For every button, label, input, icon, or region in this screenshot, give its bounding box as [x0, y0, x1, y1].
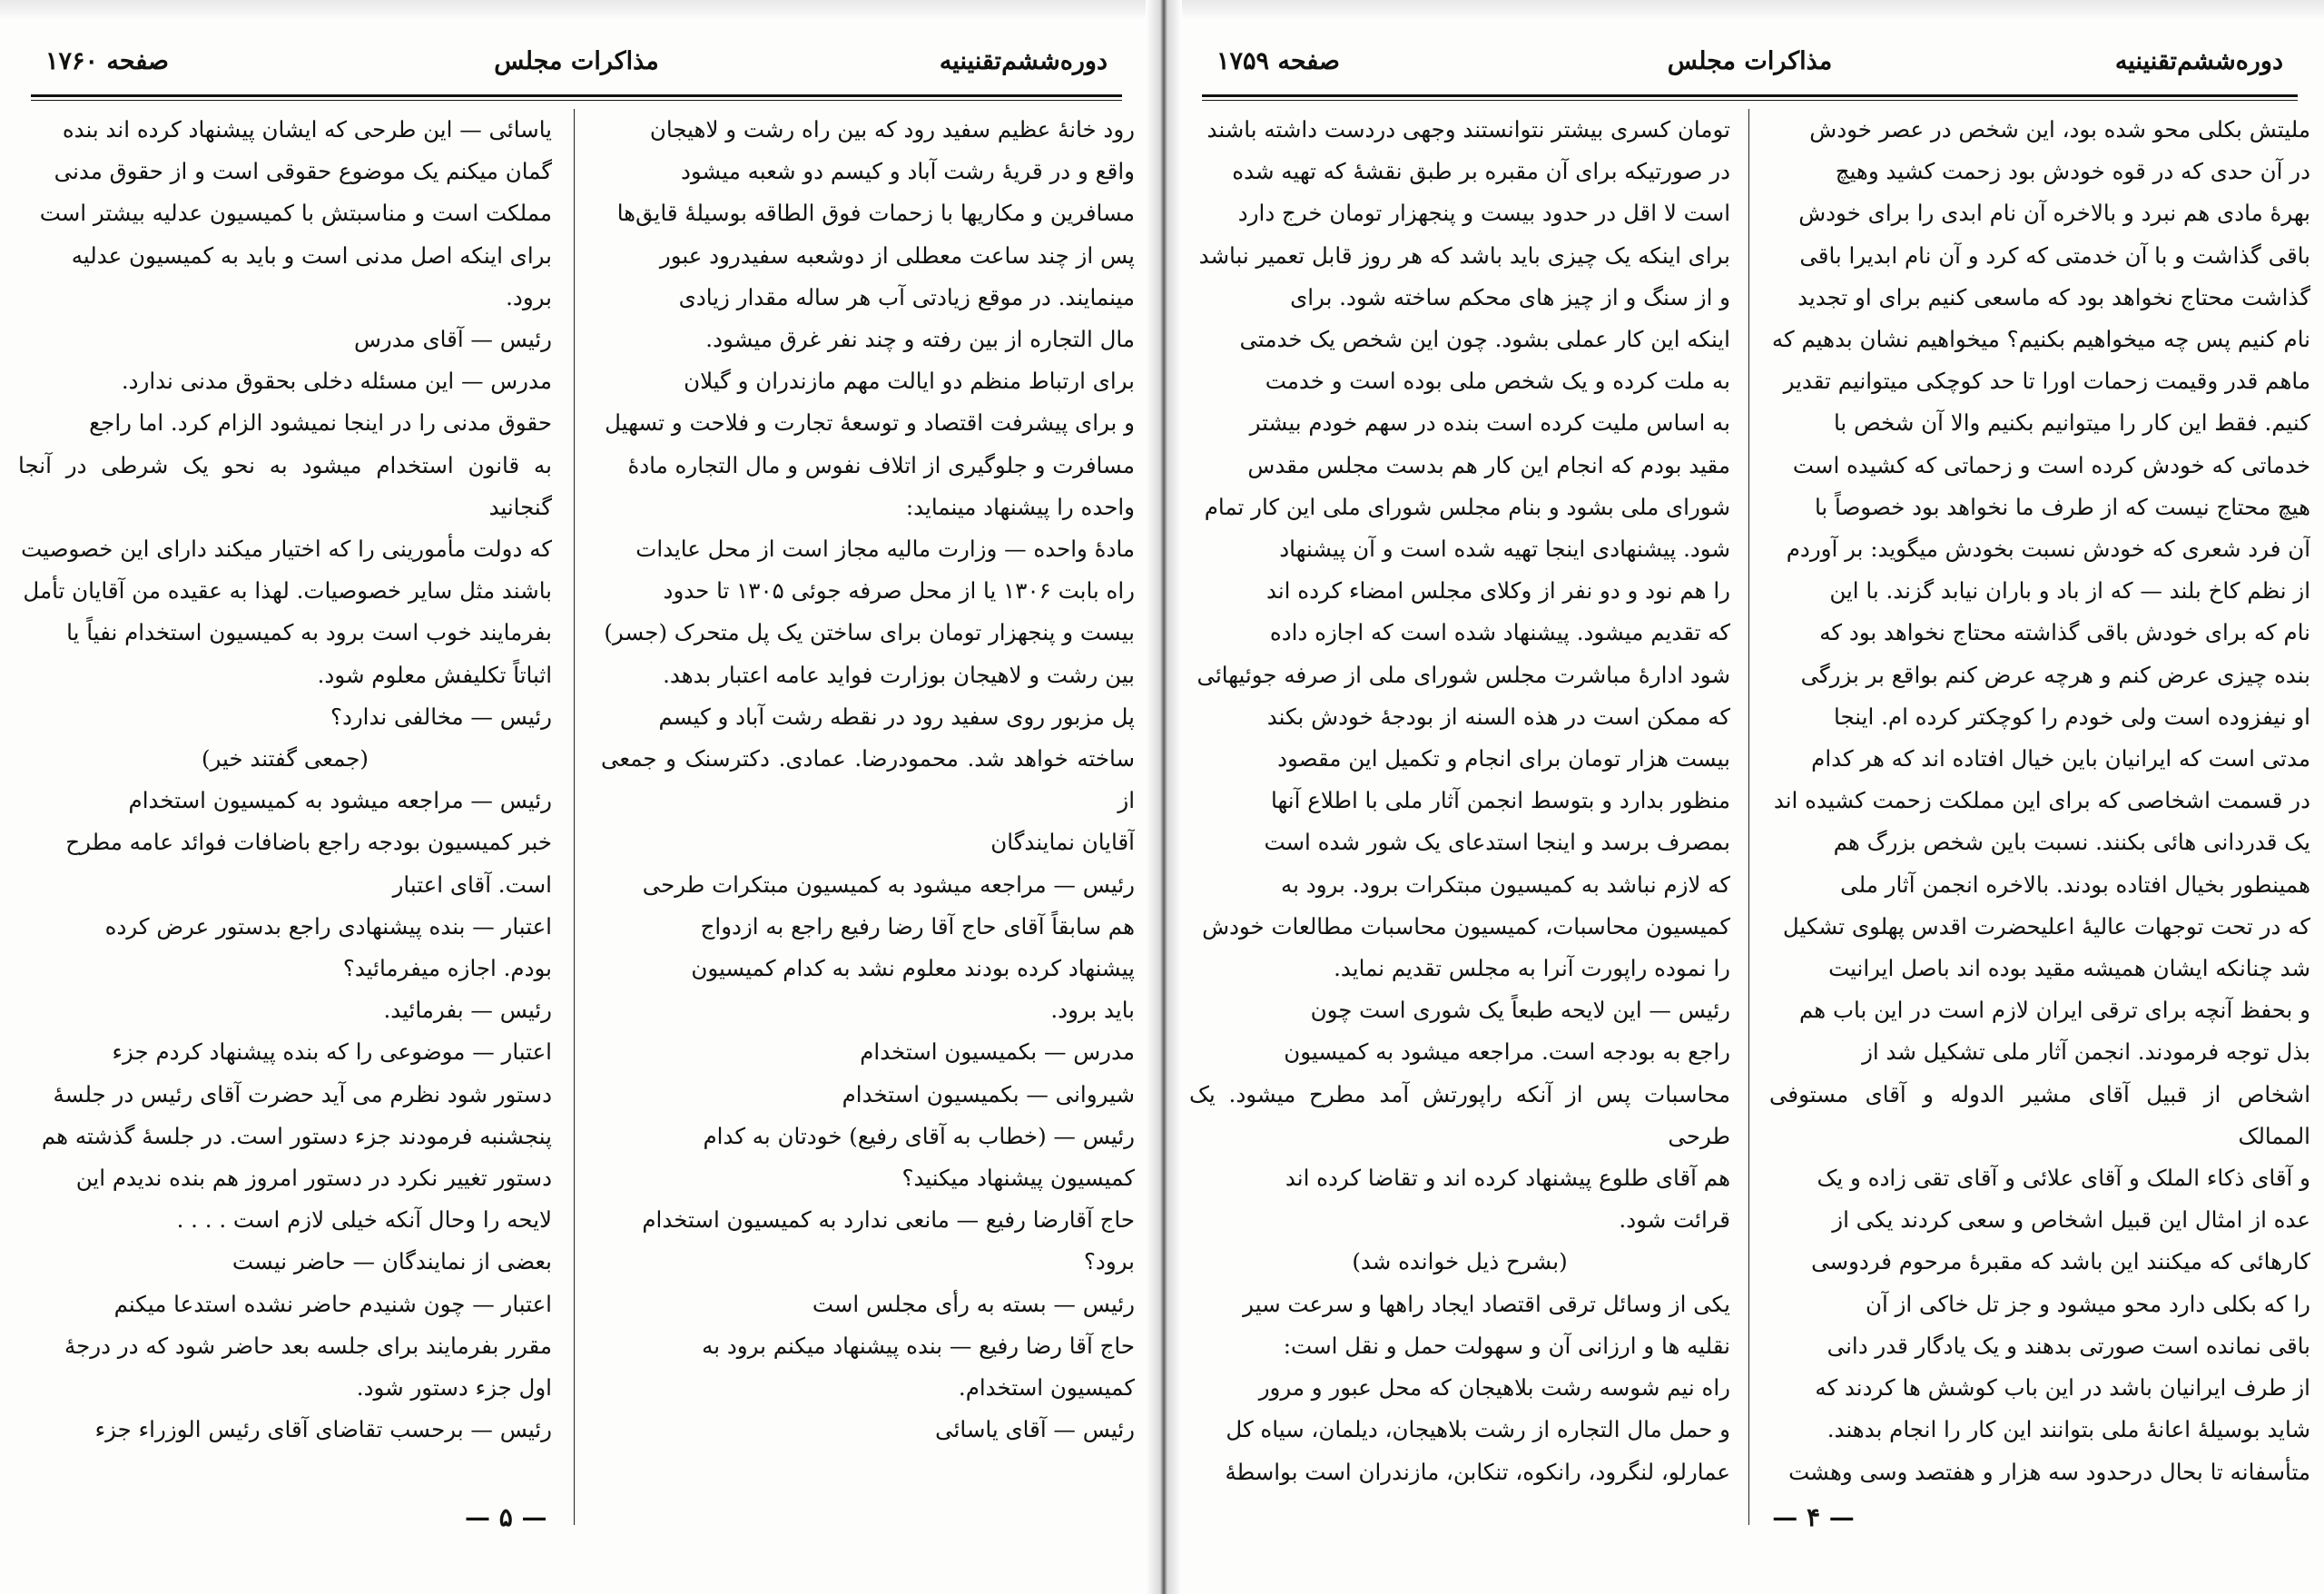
text-line: همینطور بخیال افتاده بودند. بالاخره انجمن آثار ملی: [1840, 871, 2310, 898]
text-line: رود خانهٔ عظیم سفید رود که بین راه رشت و لاهیجان: [649, 116, 1135, 143]
text-line: رئیس — آقای مدرس: [353, 326, 552, 353]
text-line: رئیس — این لایحه طبعاً یک شوری است چون: [1310, 997, 1730, 1024]
text-line: را نموده راپورت آنرا به مجلس تقدیم نماید.: [1334, 955, 1730, 982]
left-page-header: [18, 47, 1135, 93]
left-page-column-left: [18, 109, 552, 1525]
text-line: حاج آقارضا رفیع — مانعی ندارد به کمیسیون استخدام: [642, 1206, 1135, 1234]
text-line: رئیس — (خطاب به آقای رفیع) خودتان به کدام: [703, 1122, 1135, 1149]
text-line: کمیسیون پیشنهاد میکنید؟: [901, 1165, 1135, 1192]
text-line: برای ارتباط منظم دو ایالت مهم مازندران و گیلان: [684, 368, 1135, 395]
text-line: و از سنگ و از چیز های محکم ساخته شود. برای: [1290, 283, 1730, 310]
text-line: اعتبار — موضوعی را که بنده پیشنهاد کردم جزء: [112, 1038, 552, 1066]
text-line: برود.: [506, 283, 552, 310]
text-line: بیست و پنجهزار تومان برای ساختن یک پل متحرک (جسر): [604, 619, 1135, 646]
left-header-rule: [31, 94, 1122, 97]
text-line: به قانون استخدام میشود به نحو یک شرطی در آنجا گنجانید: [18, 451, 552, 520]
text-line: از طرف ایرانیان باشد در این باب کوشش ها کردند که: [1815, 1374, 2310, 1402]
text-line: دستور تغییر نکرد در دستور امروز هم بنده ندیدم این: [75, 1165, 552, 1192]
text-line: باقی گذاشت و با آن خدمتی که کرد و آن نام ابدیرا باقی: [1799, 241, 2310, 269]
text-line: بنده چیزی عرض کنم و هرچه عرض کنم بواقع بر بزرگی: [1800, 661, 2310, 688]
text-line: پس از چند ساعت معطلی از دوشعبه سفیدرود عبور: [659, 241, 1135, 269]
right-header-rule-thin: [1202, 100, 2298, 101]
text-line: مادهٔ واحده — وزارت مالیه مجاز است از محل عایدات: [635, 536, 1135, 563]
text-line: در صورتیکه برای آن مقبره بر طبق نقشهٔ که تهیه شده: [1232, 158, 1730, 185]
text-line: و برای پیشرفت اقتصاد و توسعهٔ تجارت و فلاحت و تسهیل: [605, 409, 1135, 437]
text-line: شد چنانکه ایشان همیشه مقید بوده اند باصل ایرانیت: [1828, 955, 2310, 982]
left-page-column-right: [601, 109, 1135, 1525]
text-line: است. آقای اعتبار: [392, 871, 552, 898]
text-line: در قسمت اشخاصی که برای این مملکت زحمت کشیده اند: [1773, 787, 2310, 814]
text-line: رئیس — مراجعه میشود به کمیسیون مبتکرات طرحی: [642, 871, 1135, 898]
text-line: او نیفزوده است ولی خودم را کوچکتر کرده ام. اینجا: [1834, 703, 2310, 730]
text-line: که دولت مأمورینی را که اختیار میکند دارای این خصوصیت: [21, 536, 552, 563]
text-line: یاسائی — این طرحی که ایشان پیشنهاد کرده اند بنده: [62, 116, 552, 143]
text-line: گمان میکنم یک موضوع حقوقی است و از حقوق مدنی: [54, 158, 552, 185]
right-page-column-right: [1769, 109, 2310, 1525]
text-line: کارهائی که میکنند این باشد که مقبرهٔ مرحوم فردوسی: [1811, 1248, 2310, 1275]
text-line: بیست هزار تومان برای انجام و تکمیل این مقصود: [1277, 745, 1730, 772]
text-line: کمیسیون محاسبات، کمیسیون محاسبات مطالعات خودش: [1202, 912, 1730, 940]
text-line: خبر کمیسیون بودجه راجع باضافات فوائد عامه مطرح: [65, 829, 552, 856]
text-line: از نظم کاخ بلند — که از باد و باران نیابد گزند. با این: [1829, 577, 2310, 605]
text-line: را که بکلی دارد محو میشود و جز تل خاکی از آن: [1866, 1290, 2310, 1317]
text-line: محاسبات پس از آنکه راپورتش آمد مطرح میشود. یک طرحی: [1189, 1080, 1730, 1149]
text-line: به ملت کرده و یک شخص ملی بوده است و خدمت: [1265, 368, 1730, 395]
right-header-rule: [1202, 94, 2298, 97]
text-line: بمصرف برسد و اینجا استدعای یک شور شده است: [1264, 829, 1730, 856]
text-line: باقی نمانده است صورتی بدهند و یک یادگار قدر دانی: [1827, 1332, 2310, 1359]
text-line: که تقدیم میشود. پیشنهاد شده است که اجازه داده: [1269, 619, 1730, 646]
text-line: و حمل مال التجاره از رشت بلاهیجان، دیلمان، سیاه کل: [1226, 1416, 1730, 1443]
text-line: که ممکن است در هذه السنه از بودجهٔ خودش بکند: [1266, 703, 1730, 730]
text-line: دستور شود نظرم می آید حضرت آقای رئیس در جلسهٔ: [53, 1080, 552, 1107]
book-gutter: [1146, 0, 1182, 1594]
left-header-page-label: صفحه ۱۷۶۰: [45, 47, 169, 75]
text-line: که لازم نباشد به کمیسیون مبتکرات برود. برود به: [1281, 871, 1730, 898]
text-line: برای اینکه اصل مدنی است و باید به کمیسیون عدلیه: [71, 241, 552, 269]
text-line: اینکه این کار عملی بشود. چون این شخص یک خدمتی: [1239, 326, 1730, 353]
text-line: یکی از وسائل ترقی اقتصاد ایجاد راهها و سرعت سیر: [1243, 1290, 1730, 1317]
right-page: [1189, 27, 2310, 1570]
text-line: مدرس — بکمیسیون استخدام: [860, 1038, 1135, 1066]
text-line: را هم نود و دو نفر از وکلای مجلس امضاء کرده اند: [1265, 577, 1730, 605]
text-line: بفرمایند خوب است برود به کمیسیون استخدام نفیاً یا: [66, 619, 552, 646]
text-line: شود. پیشنهادی اینجا تهیه شده است و آن پیشنهاد: [1279, 536, 1730, 563]
text-line: پنجشنبه فرمودند جزء دستور است. در جلسهٔ گذشته هم: [41, 1122, 552, 1149]
right-page-header: [1189, 47, 2310, 93]
text-line: رئیس — آقای یاسائی: [935, 1416, 1135, 1443]
text-line: مسافرین و مکاریها با زحمات فوق الطاقه بوسیلهٔ قایق‌ها: [616, 200, 1135, 227]
text-line: (جمعی گفتند خیر): [201, 745, 369, 772]
text-line: نام که برای خودش باقی گذاشته محتاج نخواهد بود که: [1819, 619, 2310, 646]
text-line: راجع به بودجه است. مراجعه میشود به کمیسیون: [1284, 1038, 1730, 1066]
text-line: مملکت است و مناسبتش با کمیسیون عدلیه بیشتر است: [39, 200, 552, 227]
text-line: رئیس — بفرمائید.: [383, 997, 552, 1024]
text-line: و آقای ذکاء الملک و آقای علائی و آقای تقی زاده و یک: [1817, 1165, 2310, 1192]
text-line: نام کنیم پس چه میخواهیم بکنیم؟ میخواهیم نشان بدهیم که: [1771, 326, 2310, 353]
text-line: رئیس — مخالفی ندارد؟: [330, 703, 552, 730]
text-line: گذاشت محتاج نخواهد بود که ماسعی کنیم برای او تجدید: [1797, 283, 2310, 310]
text-line: بعضی از نمایندگان — حاضر نیست: [231, 1248, 552, 1275]
text-line: رئیس — مراجعه میشود به کمیسیون استخدام: [128, 787, 552, 814]
text-line: پل مزبور روی سفید رود در نقطه رشت آباد و کیسم: [658, 703, 1135, 730]
text-line: که در تحت توجهات عالیهٔ اعلیحضرت اقدس پهلوی تشکیل: [1782, 912, 2310, 940]
text-line: پیشنهاد کرده بودند معلوم نشد به کدام کمیسیون: [691, 955, 1135, 982]
text-line: مقرر بفرمایند برای جلسه بعد حاضر شود که در درجهٔ: [64, 1332, 552, 1359]
text-line: حاج آقا رضا رفیع — بنده پیشنهاد میکنم برود به: [702, 1332, 1135, 1359]
text-line: اول جزء دستور شود.: [356, 1374, 552, 1402]
right-column-divider: [1748, 109, 1749, 1525]
text-line: قرائت شود.: [1619, 1206, 1730, 1234]
text-line: راه بابت ۱۳۰۶ یا از محل صرفه جوئی ۱۳۰۵ تا حدود: [663, 577, 1135, 605]
text-line: مدرس — این مسئله دخلی بحقوق مدنی ندارد.: [121, 368, 552, 395]
text-line: عمارلو، لنگرود، رانکوه، تنکابن، مازندران است بواسطهٔ: [1225, 1458, 1730, 1485]
text-line: راه نیم شوسه رشت بلاهیجان که محل عبور و مرور: [1258, 1374, 1730, 1402]
text-line: خدماتی که خودش کرده است و زحماتی که کشیده است: [1792, 451, 2310, 478]
left-header-rule-thin: [31, 100, 1122, 101]
text-line: مقید بودم که انجام این کار هم بدست مجلس مقدس: [1247, 451, 1730, 478]
text-line: شیروانی — بکمیسیون استخدام: [842, 1080, 1135, 1107]
text-line: هم سابقاً آقای حاج آقا رضا رفیع راجع به ازدواج: [700, 912, 1135, 940]
text-line: بودم. اجازه میفرمائید؟: [342, 955, 552, 982]
right-header-title: مذاکرات مجلس: [1667, 47, 1833, 75]
text-line: واقع و در قریهٔ رشت آباد و کیسم دو شعبه میشود: [680, 158, 1135, 185]
text-line: مدتی است که ایرانیان باین خیال افتاده اند که هر کدام: [1811, 745, 2310, 772]
text-line: شود ادارهٔ مباشرت مجلس شورای ملی از صرفه جوئیهائی: [1196, 661, 1730, 688]
text-line: باید برود.: [1050, 997, 1135, 1024]
text-line: اعتبار — چون شنیدم حاضر نشده استدعا میکنم: [113, 1290, 552, 1317]
text-line: و بحفظ آنچه برای ترقی ایران لازم است در این باب هم: [1798, 997, 2310, 1024]
text-line: ساخته خواهد شد. محمودرضا. عمادی. دکترسنک و جمعی از: [601, 745, 1135, 814]
text-line: کنیم. فقط این کار را میتوانیم بکنیم والا آن شخص با: [1833, 409, 2310, 437]
left-page: [18, 27, 1135, 1570]
text-line: بهرهٔ مادی هم نبرد و بالاخره آن نام ابدی را برای خودش: [1798, 200, 2310, 227]
right-header-session: دوره‌ششم‌تقنینیه: [2114, 47, 2283, 75]
right-page-column-left: [1189, 109, 1730, 1525]
text-line: شورای ملی بشود و بنام مجلس شورای ملی این کار تمام: [1204, 493, 1730, 520]
text-line: اثباتاً تکلیفش معلوم شود.: [317, 661, 552, 688]
left-page-number: — ۵ —: [465, 1502, 547, 1532]
text-line: (بشرح ذیل خوانده شد): [1352, 1248, 1568, 1275]
right-header-page-label: صفحه ۱۷۵۹: [1216, 47, 1340, 75]
text-line: عده از امثال این قبیل اشخاص و سعی کردند یکی از: [1832, 1206, 2310, 1234]
text-line: ملیتش بکلی محو شده بود، این شخص در عصر خودش: [1809, 116, 2310, 143]
text-line: برود؟: [1083, 1248, 1135, 1275]
text-line: است لا اقل در حدود بیست و پنجهزار تومان خرج دارد: [1237, 200, 1730, 227]
text-line: اعتبار — بنده پیشنهادی راجع بدستور عرض کرده: [104, 912, 552, 940]
text-line: اشخاص از قبیل آقای مشیر الدوله و آقای مستوفی الممالک: [1769, 1080, 2310, 1149]
text-line: متأسفانه تا بحال درحدود سه هزار و هفتصد وسی وهشت: [1788, 1458, 2310, 1485]
text-line: واحده را پیشنهاد مینماید:: [905, 493, 1135, 520]
left-column-divider: [574, 109, 575, 1525]
text-line: منظور بدارد و بتوسط انجمن آثار ملی با اطلاع آنها: [1271, 787, 1730, 814]
text-line: رئیس — بسته به رأی مجلس است: [812, 1290, 1135, 1317]
left-header-session: دوره‌ششم‌تقنینیه: [939, 47, 1108, 75]
text-line: هم آقای طلوع پیشنهاد کرده اند و تقاضا کرده اند: [1285, 1165, 1730, 1192]
text-line: تومان کسری بیشتر نتوانستند وجهی دردست داشته باشند: [1206, 116, 1730, 143]
text-line: بذل توجه فرمودند. انجمن آثار ملی تشکیل شد از: [1862, 1038, 2310, 1066]
text-line: باشند مثل سایر خصوصیات. لهذا به عقیده من آقایان تأمل: [23, 577, 552, 605]
text-line: مسافرت و جلوگیری از اتلاف نفوس و مال التجاره مادهٔ: [627, 451, 1135, 478]
text-line: یک قدردانی هائی بکنند. نسبت باین شخص بزرگ هم: [1833, 829, 2310, 856]
text-line: در آن حدی که در قوه خودش بود زحمت کشید وهیچ: [1835, 158, 2310, 185]
text-line: نقلیه ها و ارزانی آن و سهولت حمل و نقل است:: [1283, 1332, 1730, 1359]
text-line: بین رشت و لاهیجان بوزارت فواید عامه اعتبار بدهد.: [663, 661, 1135, 688]
text-line: هیچ محتاج نیست که از طرف ما نخواهد بود خصوصاً با: [1814, 493, 2310, 520]
text-line: حقوق مدنی را در اینجا نمیشود الزام کرد. اما راجع: [89, 409, 552, 437]
left-header-title: مذاکرات مجلس: [494, 47, 659, 75]
text-line: شاید بوسیلهٔ اعانهٔ ملی بتوانند این کار را انجام بدهند.: [1827, 1416, 2310, 1443]
text-line: آن فرد شعری که خودش نسبت بخودش میگوید: بر آوردم: [1786, 536, 2310, 563]
text-line: ماهم قدر وقیمت زحمات اورا تا حد کوچکی میتوانیم تقدیر: [1783, 368, 2310, 395]
text-line: کمیسیون استخدام.: [958, 1374, 1135, 1402]
text-line: آقایان نمایندگان: [990, 829, 1135, 856]
text-line: لایحه را وحال آنکه خیلی لازم است . . . .: [176, 1206, 552, 1234]
text-line: مال التجاره از بین رفته و چند نفر غرق میشود.: [705, 326, 1135, 353]
text-line: به اساس ملیت کرده است بنده در سهم خودم بیشتر: [1249, 409, 1730, 437]
right-page-number: — ۴ —: [1772, 1502, 1855, 1532]
text-line: مینمایند. در موقع زیادتی آب هر ساله مقدار زیادی: [678, 283, 1135, 310]
text-line: برای اینکه یک چیزی باید باشد که هر روز قابل تعمیر نباشد: [1198, 241, 1730, 269]
text-line: رئیس — برحسب تقاضای آقای رئیس الوزراء جزء: [94, 1416, 552, 1443]
